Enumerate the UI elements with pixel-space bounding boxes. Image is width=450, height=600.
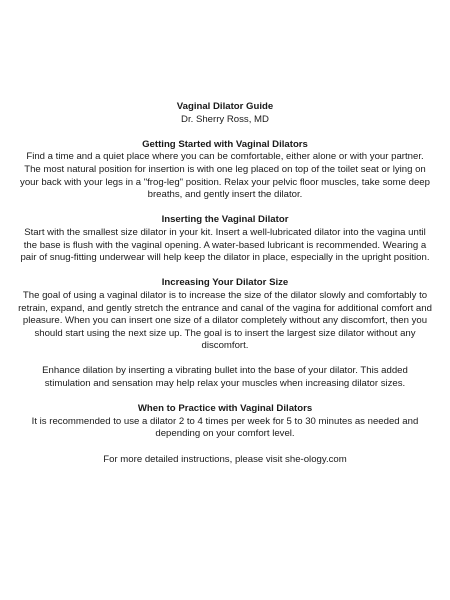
document-title: Vaginal Dilator Guide [176,101,274,112]
section-body-increasing-size: The goal of using a vaginal dilator is to increase the size of the dilator slowly and comfortably to retrain, expand, and gently stretch the entrance and canal of the vagina for additional comfort and pleasure. When you can insert one size of a dilator completely without any discomfort, then you should start using the next size up. The goal is to insert the largest size dilator without any discomfort. [18,289,432,352]
document-page [18,101,432,466]
section-heading-increasing-size: Increasing Your Dilator Size [161,277,289,289]
footer-note: For more detailed instructions, please visit she-ology.com [103,453,347,465]
section-body-when-to-practice: It is recommended to use a dilator 2 to 4 times per week for 5 to 30 minutes as needed and depending on your comfort level. [31,415,419,440]
section-extra-increasing-size: Enhance dilation by inserting a vibrating bullet into the base of your dilator. This added stimulation and sensation may help relax your muscles when increasing dilator sizes. [42,365,408,390]
section-heading-getting-started: Getting Started with Vaginal Dilators [142,138,308,150]
document-author: Dr. Sherry Ross, MD [181,113,269,125]
section-body-inserting: Start with the smallest size dilator in your kit. Insert a well-lubricated dilator into the vagina until the base is flush with the vaginal opening. A water-based lubricant is recommended. Wearing a pair of snug-fitting underwear will help keep the dilator in place, especially in the upright position. [20,226,430,264]
section-heading-inserting: Inserting the Vaginal Dilator [161,214,289,226]
section-body-getting-started: Find a time and a quiet place where you can be comfortable, either alone or with your partner. The most natural position for insertion is with one leg placed on top of the toilet seat or lying on your back with your legs in a "frog-leg" position. Relax your pelvic floor muscles, take some deep breaths, and gently insert the dilator. [20,151,430,201]
section-heading-when-to-practice: When to Practice with Vaginal Dilators [137,403,313,415]
